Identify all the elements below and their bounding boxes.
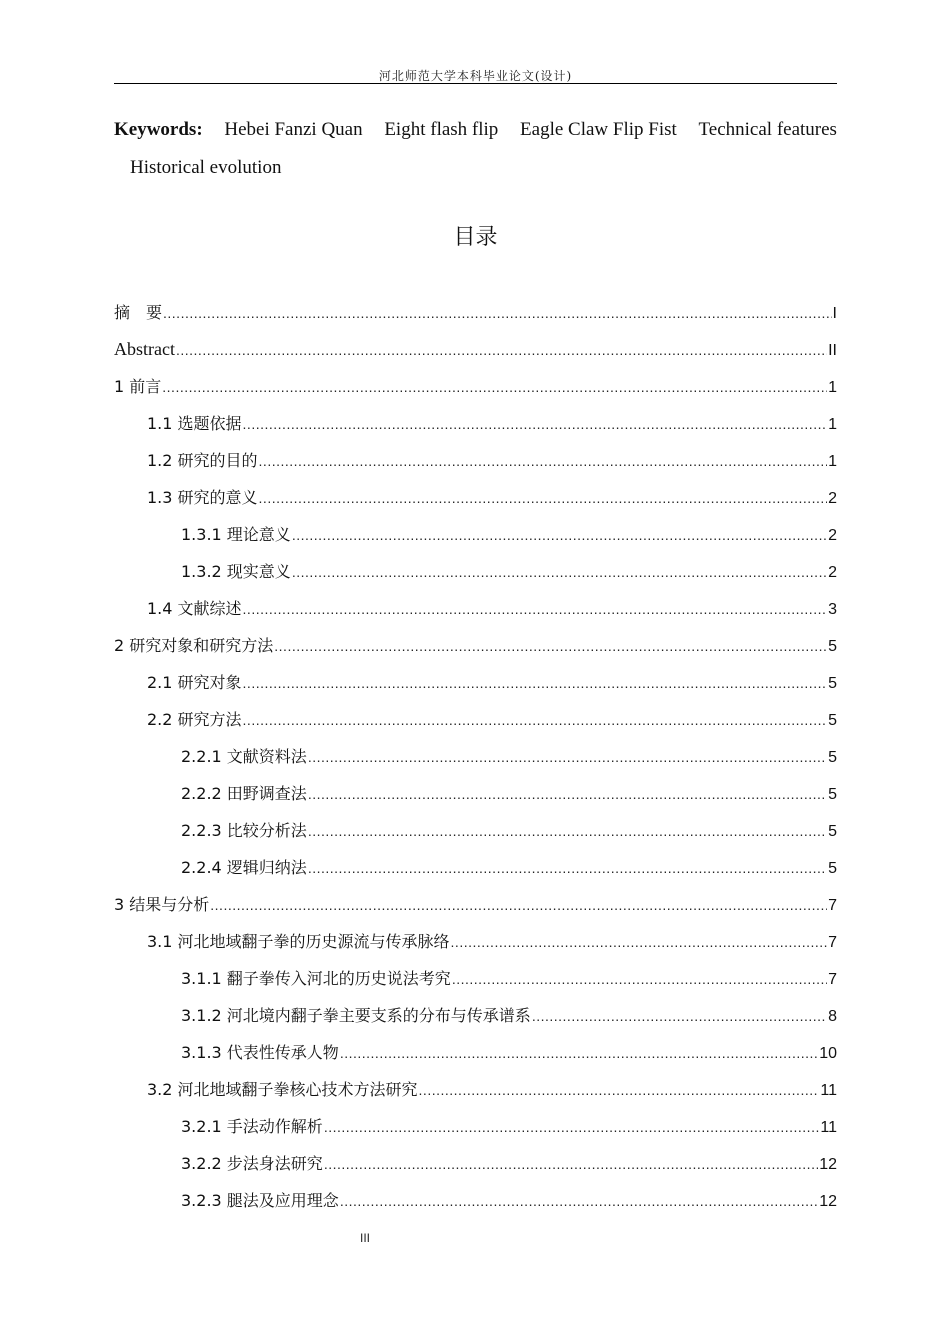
page-number: III bbox=[359, 1231, 370, 1245]
toc-entry-label: 1.1 选题依据 bbox=[147, 414, 242, 433]
toc-entry-label: 1 前言 bbox=[114, 377, 162, 396]
toc-leader-dots bbox=[292, 517, 827, 554]
toc-entry-label: 2.2.4 逻辑归纳法 bbox=[181, 858, 307, 877]
keywords-label: Keywords: bbox=[114, 119, 203, 140]
toc-entry-page: 12 bbox=[819, 1193, 837, 1210]
header-rule bbox=[114, 83, 837, 84]
toc-entry-label: 1.3.1 理论意义 bbox=[181, 525, 291, 544]
toc-leader-dots bbox=[243, 406, 828, 443]
toc-entry-label: Abstract bbox=[114, 339, 175, 359]
keyword-item: Eight flash flip bbox=[384, 119, 499, 140]
toc-leader-dots bbox=[340, 1035, 818, 1072]
toc-entry-page: 3 bbox=[828, 601, 837, 618]
toc-entry-page: 5 bbox=[828, 860, 837, 877]
keywords-line-2 bbox=[114, 149, 837, 187]
toc-entry[interactable] bbox=[114, 1108, 837, 1145]
toc-entry[interactable] bbox=[114, 923, 837, 960]
toc-leader-dots bbox=[308, 739, 827, 776]
toc-entry[interactable] bbox=[114, 1145, 837, 1182]
toc-entry[interactable] bbox=[114, 331, 837, 368]
toc-entry-page: 5 bbox=[828, 823, 837, 840]
toc-entry[interactable] bbox=[114, 553, 837, 590]
toc-entry-label: 3.1 河北地域翻子拳的历史源流与传承脉络 bbox=[147, 932, 450, 951]
toc-entry-label: 3.1.2 河北境内翻子拳主要支系的分布与传承谱系 bbox=[181, 1006, 531, 1025]
toc-entry-page: 1 bbox=[828, 416, 837, 433]
toc-entry-label: 1.3 研究的意义 bbox=[147, 488, 258, 507]
keyword-item: Hebei Fanzi Quan bbox=[224, 119, 363, 140]
keywords-block bbox=[114, 111, 837, 187]
toc-entry-page: 12 bbox=[819, 1156, 837, 1173]
toc-leader-dots bbox=[324, 1146, 818, 1183]
toc-entry[interactable] bbox=[114, 405, 837, 442]
toc-entry[interactable] bbox=[114, 1071, 837, 1108]
toc-entry-label: 2.2.1 文献资料法 bbox=[181, 747, 307, 766]
toc-entry[interactable] bbox=[114, 997, 837, 1034]
toc-entry[interactable] bbox=[114, 479, 837, 516]
toc-entry[interactable] bbox=[114, 368, 837, 405]
toc-entry-label: 3.1.3 代表性传承人物 bbox=[181, 1043, 339, 1062]
toc-entry-page: 11 bbox=[820, 1082, 837, 1099]
toc-entry[interactable] bbox=[114, 812, 837, 849]
toc-entry[interactable] bbox=[114, 1182, 837, 1219]
toc-entry[interactable] bbox=[114, 960, 837, 997]
toc-entry-page: 1 bbox=[828, 379, 837, 396]
toc-leader-dots bbox=[308, 813, 827, 850]
toc-entry[interactable] bbox=[114, 664, 837, 701]
toc-leader-dots bbox=[532, 998, 827, 1035]
toc-leader-dots bbox=[243, 702, 828, 739]
toc-entry-label: 2.1 研究对象 bbox=[147, 673, 242, 692]
toc-entry-label: 2.2.3 比较分析法 bbox=[181, 821, 307, 840]
toc-entry-page: 8 bbox=[828, 1008, 837, 1025]
table-of-contents bbox=[114, 294, 837, 1219]
toc-leader-dots bbox=[163, 295, 832, 332]
keyword-item: Eagle Claw Flip Fist bbox=[520, 119, 677, 140]
toc-entry-label: 2.2 研究方法 bbox=[147, 710, 242, 729]
toc-leader-dots bbox=[243, 591, 828, 628]
toc-entry-page: 5 bbox=[828, 712, 837, 729]
keyword-item: Technical features bbox=[698, 119, 837, 140]
toc-entry-label: 1.3.2 现实意义 bbox=[181, 562, 291, 581]
toc-entry-page: 2 bbox=[828, 564, 837, 581]
toc-leader-dots bbox=[210, 887, 827, 924]
toc-entry[interactable] bbox=[114, 775, 837, 812]
toc-leader-dots bbox=[452, 961, 827, 998]
toc-leader-dots bbox=[419, 1072, 820, 1109]
toc-entry-page: II bbox=[828, 342, 837, 359]
keywords-line-1 bbox=[114, 111, 837, 149]
toc-entry-label: 摘 要 bbox=[114, 303, 163, 322]
toc-entry[interactable] bbox=[114, 516, 837, 553]
toc-entry-page: 5 bbox=[828, 749, 837, 766]
toc-entry-page: 5 bbox=[828, 675, 837, 692]
running-header: 河北师范大学本科毕业论文(设计) bbox=[378, 69, 573, 83]
toc-entry-page: 7 bbox=[828, 934, 837, 951]
toc-entry[interactable] bbox=[114, 701, 837, 738]
toc-entry-label: 3.2.3 腿法及应用理念 bbox=[181, 1191, 339, 1210]
toc-entry[interactable] bbox=[114, 1034, 837, 1071]
toc-entry-page: 5 bbox=[828, 638, 837, 655]
toc-leader-dots bbox=[308, 776, 827, 813]
toc-leader-dots bbox=[259, 443, 828, 480]
toc-entry-label: 3 结果与分析 bbox=[114, 895, 210, 914]
toc-entry-label: 1.2 研究的目的 bbox=[147, 451, 258, 470]
toc-entry[interactable] bbox=[114, 590, 837, 627]
toc-entry[interactable] bbox=[114, 442, 837, 479]
toc-entry[interactable] bbox=[114, 627, 837, 664]
toc-entry-page: I bbox=[832, 305, 837, 322]
toc-leader-dots bbox=[176, 332, 827, 369]
toc-leader-dots bbox=[243, 665, 828, 702]
toc-entry[interactable] bbox=[114, 294, 837, 331]
toc-entry[interactable] bbox=[114, 738, 837, 775]
keyword-item: Historical evolution bbox=[130, 157, 282, 178]
toc-entry-page: 2 bbox=[828, 490, 837, 507]
toc-entry-page: 5 bbox=[828, 786, 837, 803]
toc-entry-label: 3.2.1 手法动作解析 bbox=[181, 1117, 323, 1136]
toc-entry-page: 7 bbox=[828, 897, 837, 914]
toc-entry-page: 1 bbox=[828, 453, 837, 470]
toc-leader-dots bbox=[274, 628, 827, 665]
toc-entry-label: 3.2.2 步法身法研究 bbox=[181, 1154, 323, 1173]
toc-leader-dots bbox=[451, 924, 828, 961]
toc-entry-page: 7 bbox=[828, 971, 837, 988]
toc-entry-label: 3.2 河北地域翻子拳核心技术方法研究 bbox=[147, 1080, 418, 1099]
toc-leader-dots bbox=[259, 480, 828, 517]
toc-leader-dots bbox=[162, 369, 827, 406]
toc-entry-label: 2.2.2 田野调查法 bbox=[181, 784, 307, 803]
toc-entry-label: 1.4 文献综述 bbox=[147, 599, 242, 618]
toc-leader-dots bbox=[324, 1109, 820, 1146]
toc-entry[interactable] bbox=[114, 886, 837, 923]
toc-leader-dots bbox=[340, 1183, 818, 1220]
toc-entry-page: 11 bbox=[820, 1119, 837, 1136]
toc-leader-dots bbox=[292, 554, 827, 591]
toc-entry-page: 2 bbox=[828, 527, 837, 544]
toc-entry-page: 10 bbox=[819, 1045, 837, 1062]
toc-title: 目录 bbox=[453, 225, 498, 250]
toc-entry[interactable] bbox=[114, 849, 837, 886]
toc-entry-label: 2 研究对象和研究方法 bbox=[114, 636, 274, 655]
toc-leader-dots bbox=[308, 850, 827, 887]
toc-entry-label: 3.1.1 翻子拳传入河北的历史说法考究 bbox=[181, 969, 451, 988]
